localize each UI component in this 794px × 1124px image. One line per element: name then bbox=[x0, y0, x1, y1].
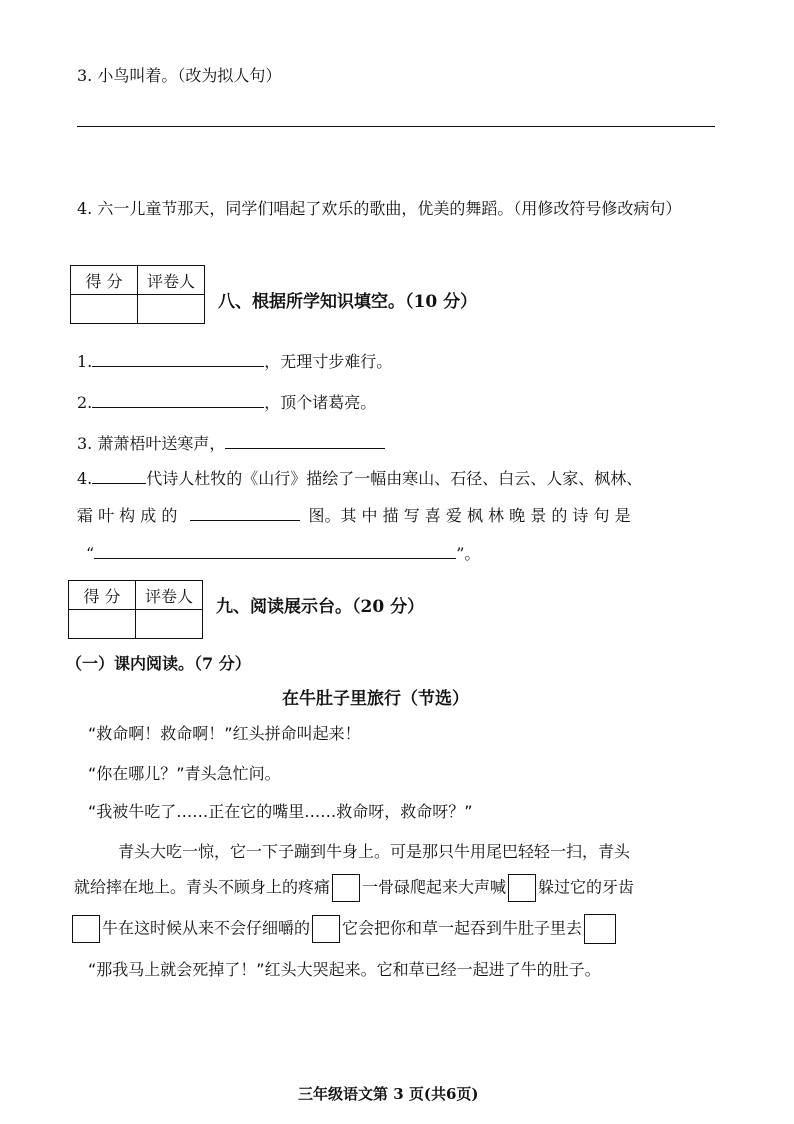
question-3: 3. 小鸟叫着。（改为拟人句） bbox=[77, 66, 282, 85]
blank-4a[interactable] bbox=[92, 465, 146, 484]
punctuation-box-4[interactable] bbox=[312, 915, 340, 943]
section-8-title: 八、根据所学知识填空。（10 分） bbox=[218, 292, 478, 312]
passage-paragraph-3: “我被牛吃了……正在它的嘴里……救命呀，救命呀？” bbox=[88, 802, 473, 821]
score-table-8 bbox=[70, 265, 205, 324]
question-4: 4. 六一儿童节那天，同学们唱起了欢乐的歌曲，优美的舞蹈。（用修改符号修改病句） bbox=[77, 199, 682, 218]
blank-4c[interactable] bbox=[94, 540, 456, 559]
passage-paragraph-4b: 就给摔在地上。青头不顾身上的疼痛 一骨碌爬起来大声喊 躲过它的牙齿 bbox=[74, 874, 634, 902]
punctuation-box-5[interactable] bbox=[584, 914, 616, 944]
page-footer: 三年级语文第 3 页(共6页) bbox=[298, 1085, 479, 1103]
score-header: 得 分 bbox=[71, 266, 138, 295]
blank-2[interactable] bbox=[92, 389, 264, 408]
passage-paragraph-2: “你在哪儿？”青头急忙问。 bbox=[88, 764, 281, 783]
grader-cell[interactable] bbox=[138, 295, 205, 324]
fill-item-4-line-c: “ ”。 bbox=[86, 540, 480, 566]
fill-item-4-line-b: 霜 叶 构 成 的 图。其 中 描 写 喜 爱 枫 林 晚 景 的 诗 句 是 bbox=[77, 502, 631, 528]
score-table-9 bbox=[68, 580, 203, 639]
grader-header: 评卷人 bbox=[136, 581, 203, 610]
answer-line-3[interactable] bbox=[77, 126, 715, 127]
score-header: 得 分 bbox=[69, 581, 136, 610]
passage-paragraph-4c: 牛在这时候从来不会仔细嚼的 它会把你和草一起吞到牛肚子里去 bbox=[70, 914, 618, 944]
punctuation-box-3[interactable] bbox=[72, 915, 100, 943]
passage-paragraph-1: “救命啊！救命啊！”红头拼命叫起来！ bbox=[88, 724, 361, 743]
punctuation-box-1[interactable] bbox=[332, 874, 360, 902]
score-cell[interactable] bbox=[71, 295, 138, 324]
fill-item-2: 2. ，顶个诸葛亮。 bbox=[77, 389, 376, 415]
passage-title: 在牛肚子里旅行（节选） bbox=[282, 689, 469, 709]
grader-cell[interactable] bbox=[136, 610, 203, 639]
subsection-1-title: （一）课内阅读。（7 分） bbox=[66, 654, 251, 673]
fill-item-1: 1. ，无理寸步难行。 bbox=[77, 348, 392, 374]
blank-4b[interactable] bbox=[190, 502, 300, 521]
fill-item-4-line-a: 4. 代诗人杜牧的《山行》描绘了一幅由寒山、石径、白云、人家、枫林、 bbox=[77, 465, 642, 491]
grader-header: 评卷人 bbox=[138, 266, 205, 295]
section-9-title: 九、阅读展示台。（20 分） bbox=[216, 597, 425, 617]
passage-paragraph-5: “那我马上就会死掉了！”红头大哭起来。它和草已经一起进了牛的肚子。 bbox=[88, 960, 601, 979]
punctuation-box-2[interactable] bbox=[508, 874, 536, 902]
fill-item-3: 3. 萧萧梧叶送寒声， bbox=[77, 430, 385, 456]
score-cell[interactable] bbox=[69, 610, 136, 639]
blank-1[interactable] bbox=[92, 348, 264, 367]
passage-paragraph-4a: 青头大吃一惊，它一下子蹦到牛身上。可是那只牛用尾巴轻轻一扫，青头 bbox=[118, 842, 631, 861]
blank-3[interactable] bbox=[225, 430, 385, 449]
